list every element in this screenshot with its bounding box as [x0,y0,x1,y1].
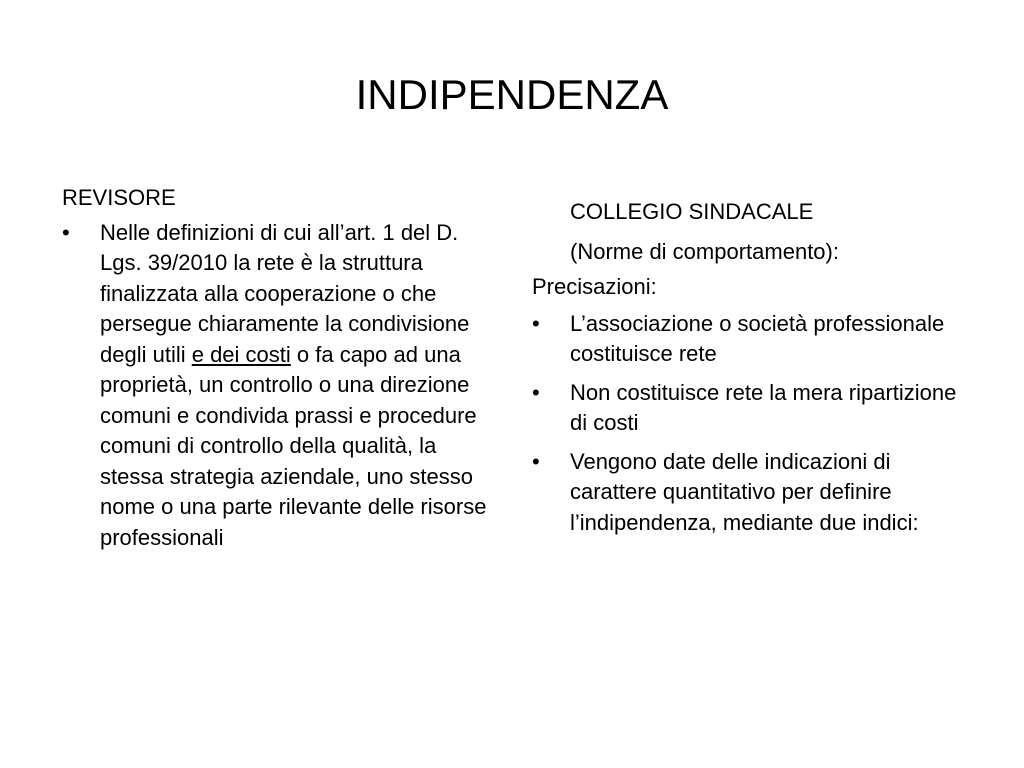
right-heading: COLLEGIO SINDACALE [570,199,814,224]
left-column [62,183,492,553]
left-bullet-item [62,218,492,554]
bullet-text-underlined: e dei costi [191,341,291,367]
bullet-icon: • [532,448,540,474]
right-subheading: (Norme di comportamento): [570,238,839,264]
right-bullet-item [532,378,972,439]
right-bullet-item [532,447,972,539]
right-bullet-text: Vengono date delle indicazioni di carattere quantitativo per definire l’indipendenza, mediante due indici: [570,448,919,535]
slide-title: INDIPENDENZA [355,71,669,118]
right-bullet-text: L’associazione o società professionale costituisce rete [570,310,945,366]
right-bullet-text: Non costituisce rete la mera ripartizione di costi [570,379,957,435]
bullet-text-before: Nelle definizioni di cui all’art. 1 del D. Lgs. 39/2010 la rete è la struttura finalizzata alla cooperazione o che persegue chiaramente la condivisione degli utili [100,219,470,367]
bullet-text-after: o fa capo ad una proprietà, un controllo o una direzione comuni e condivida prassi e procedure comuni di controllo della qualità, la stessa strategia aziendale, uno stesso nome o una parte rilevante delle risorse professionali [100,341,487,550]
bullet-icon: • [532,310,540,336]
bullet-icon: • [62,219,70,245]
bullet-icon: • [532,379,540,405]
right-bullet-item [532,309,972,370]
precisazioni-label: Precisazioni: [532,274,657,299]
right-column [532,197,972,538]
left-heading: REVISORE [62,185,176,210]
